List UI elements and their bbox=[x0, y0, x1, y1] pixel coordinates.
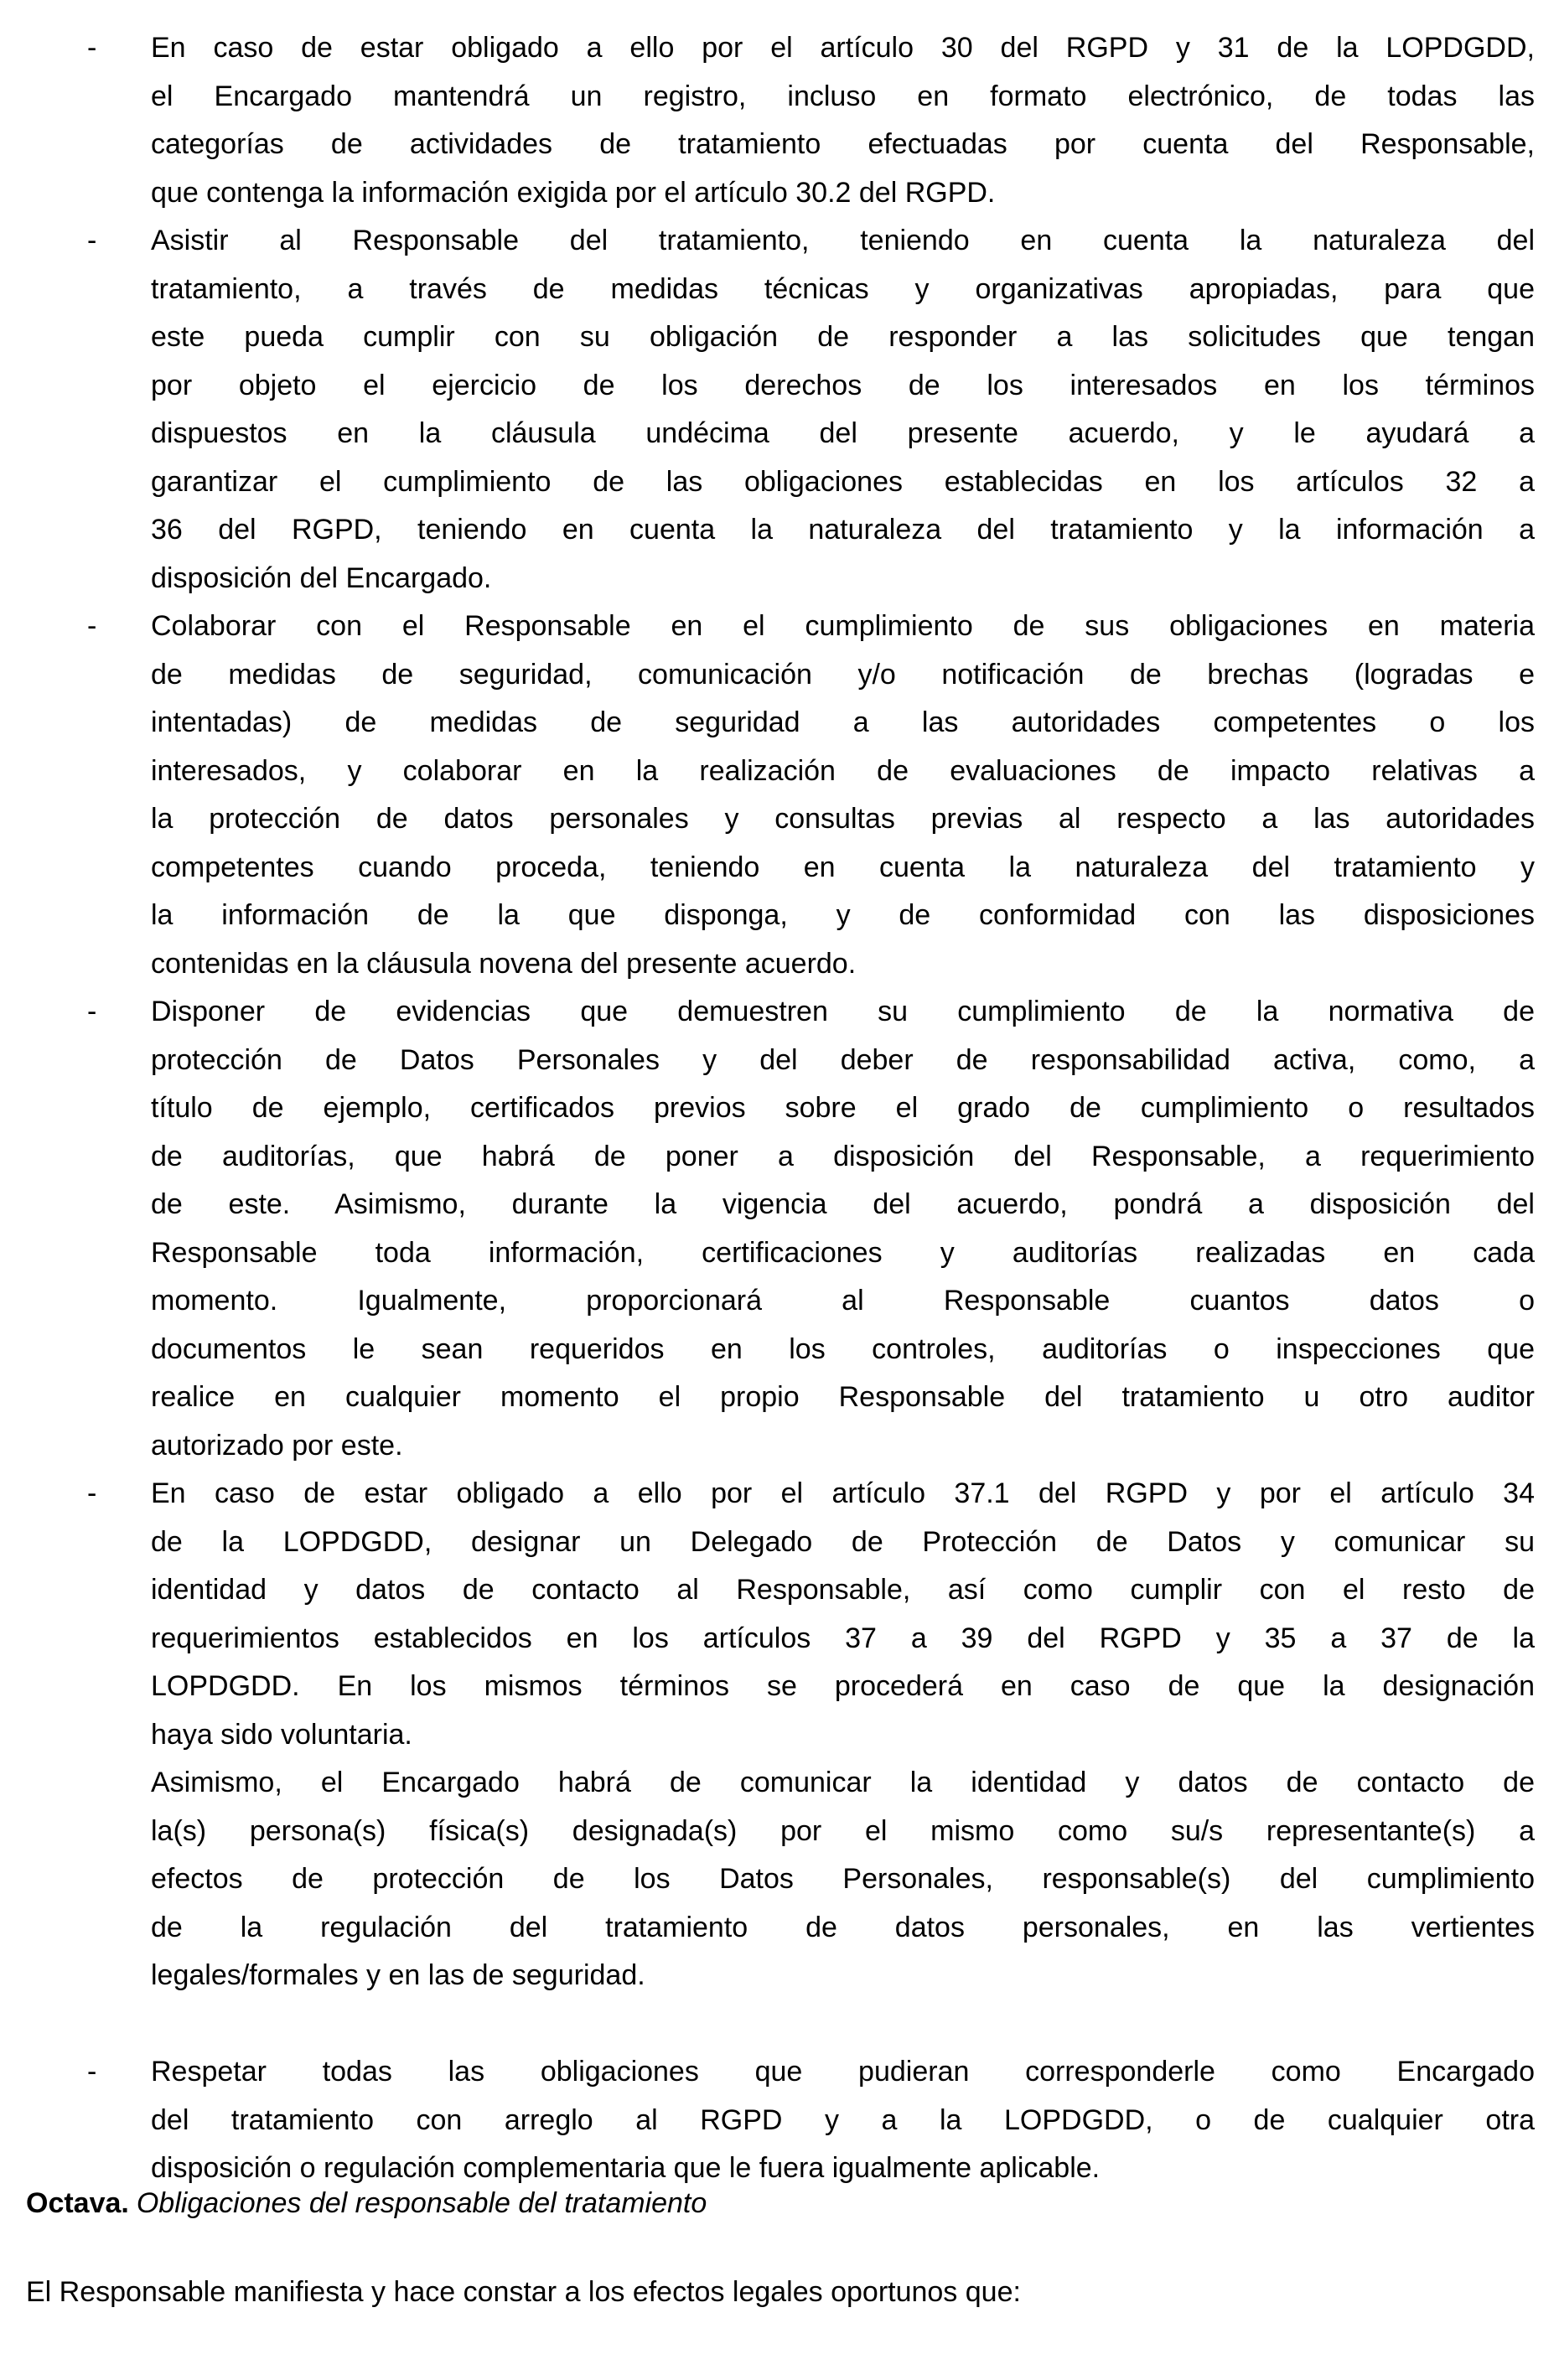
text-line: interesados, y colaborar en la realización de evaluaciones de impacto relativas a bbox=[151, 754, 1535, 787]
bullet-item bbox=[0, 2048, 1559, 2193]
text-line: Responsable toda información, certificaciones y auditorías realizadas en cada bbox=[151, 1236, 1535, 1269]
bullet-marker: - bbox=[87, 1477, 97, 1509]
text-line: de este. Asimismo, durante la vigencia del acuerdo, pondrá a disposición del bbox=[151, 1188, 1535, 1220]
text-line: de la regulación del tratamiento de datos personales, en las vertientes bbox=[151, 1911, 1535, 1943]
text-line: efectos de protección de los Datos Personales, responsable(s) del cumplimiento bbox=[151, 1863, 1535, 1895]
closing-paragraph: El Responsable manifiesta y hace constar a los efectos legales oportunos que: bbox=[26, 2276, 1021, 2308]
bullet-item bbox=[0, 988, 1559, 1470]
bullet-item bbox=[0, 217, 1559, 603]
text-line: En caso de estar obligado a ello por el artículo 37.1 del RGPD y por el artículo 34 bbox=[151, 1477, 1535, 1509]
text-line: garantizar el cumplimiento de las obligaciones establecidas en los artículos 32 a bbox=[151, 465, 1535, 498]
text-line: protección de Datos Personales y del deber de responsabilidad activa, como, a bbox=[151, 1043, 1535, 1076]
text-line: Respetar todas las obligaciones que pudieran corresponderle como Encargado bbox=[151, 2056, 1535, 2088]
text-line: la(s) persona(s) física(s) designada(s) por el mismo como su/s representante(s) a bbox=[151, 1814, 1535, 1847]
text-line: disposición o regulación complementaria que le fuera igualmente aplicable. bbox=[151, 2152, 1101, 2184]
text-line: Disponer de evidencias que demuestren su cumplimiento de la normativa de bbox=[151, 996, 1535, 1027]
section-title: Obligaciones del responsable del tratamiento bbox=[136, 2186, 707, 2219]
text-line: tratamiento, a través de medidas técnicas y organizativas apropiadas, para que bbox=[151, 272, 1535, 305]
bullet-marker: - bbox=[87, 2056, 97, 2088]
bullet-marker: - bbox=[87, 610, 97, 642]
bullet-marker: - bbox=[87, 996, 97, 1027]
bullet-item bbox=[0, 603, 1559, 988]
text-line: 36 del RGPD, teniendo en cuenta la naturaleza del tratamiento y la información a bbox=[151, 514, 1535, 546]
paragraph bbox=[0, 1759, 1559, 2000]
text-line: por objeto el ejercicio de los derechos de los interesados en los términos bbox=[151, 369, 1535, 401]
text-line: requerimientos establecidos en los artículos 37 a 39 del RGPD y 35 a 37 de la bbox=[151, 1622, 1535, 1654]
text-line: la información de la que disponga, y de conformidad con las disposiciones bbox=[151, 899, 1535, 931]
text-line: documentos le sean requeridos en los controles, auditorías o inspecciones que bbox=[151, 1332, 1535, 1365]
text-line: realice en cualquier momento el propio Responsable del tratamiento u otro auditor bbox=[151, 1381, 1535, 1413]
text-line: autorizado por este. bbox=[151, 1429, 403, 1462]
document-blocks bbox=[0, 24, 1559, 2193]
text-line: competentes cuando proceda, teniendo en cuenta la naturaleza del tratamiento y bbox=[151, 851, 1535, 883]
bullet-item bbox=[0, 24, 1559, 217]
bullet-marker: - bbox=[87, 225, 97, 256]
text-line: Asimismo, el Encargado habrá de comunicar la identidad y datos de contacto de bbox=[151, 1767, 1535, 1798]
text-line: de auditorías, que habrá de poner a disposición del Responsable, a requerimiento bbox=[151, 1140, 1535, 1172]
text-line: Asistir al Responsable del tratamiento, teniendo en cuenta la naturaleza del bbox=[151, 225, 1535, 256]
bullet-marker: - bbox=[87, 32, 97, 64]
text-line: del tratamiento con arreglo al RGPD y a la LOPDGDD, o de cualquier otra bbox=[151, 2103, 1535, 2136]
section-number: Octava. bbox=[26, 2186, 129, 2219]
text-line: categorías de actividades de tratamiento efectuadas por cuenta del Responsable, bbox=[151, 128, 1535, 160]
text-line: el Encargado mantendrá un registro, incluso en formato electrónico, de todas las bbox=[151, 80, 1535, 112]
text-line: haya sido voluntaria. bbox=[151, 1718, 412, 1751]
bullet-item bbox=[0, 1470, 1559, 1759]
text-line: de la LOPDGDD, designar un Delegado de Protección de Datos y comunicar su bbox=[151, 1525, 1535, 1558]
text-line: Colaborar con el Responsable en el cumplimiento de sus obligaciones en materia bbox=[151, 610, 1535, 642]
text-line: disposición del Encargado. bbox=[151, 561, 492, 594]
text-line: identidad y datos de contacto al Responsable, así como cumplir con el resto de bbox=[151, 1574, 1535, 1606]
text-line: título de ejemplo, certificados previos sobre el grado de cumplimiento o resultados bbox=[151, 1092, 1535, 1124]
text-line: LOPDGDD. En los mismos términos se procederá en caso de que la designación bbox=[151, 1670, 1535, 1702]
text-line: contenidas en la cláusula novena del presente acuerdo. bbox=[151, 947, 857, 980]
text-line: este pueda cumplir con su obligación de responder a las solicitudes que tengan bbox=[151, 321, 1535, 353]
section-heading bbox=[0, 2180, 1559, 2228]
text-line: dispuestos en la cláusula undécima del presente acuerdo, y le ayudará a bbox=[151, 417, 1535, 449]
text-line: intentadas) de medidas de seguridad a las autoridades competentes o los bbox=[151, 706, 1535, 738]
text-line: de medidas de seguridad, comunicación y/o notificación de brechas (logradas e bbox=[151, 658, 1535, 691]
text-line: momento. Igualmente, proporcionará al Responsable cuantos datos o bbox=[151, 1285, 1535, 1317]
paragraph-gap bbox=[0, 2000, 1559, 2049]
text-line: la protección de datos personales y consultas previas al respecto a las autoridades bbox=[151, 803, 1535, 835]
text-line: legales/formales y en las de seguridad. bbox=[151, 1959, 645, 1991]
text-line: que contenga la información exigida por el artículo 30.2 del RGPD. bbox=[151, 176, 996, 209]
text-line: En caso de estar obligado a ello por el artículo 30 del RGPD y 31 de la LOPDGDD, bbox=[151, 32, 1535, 64]
